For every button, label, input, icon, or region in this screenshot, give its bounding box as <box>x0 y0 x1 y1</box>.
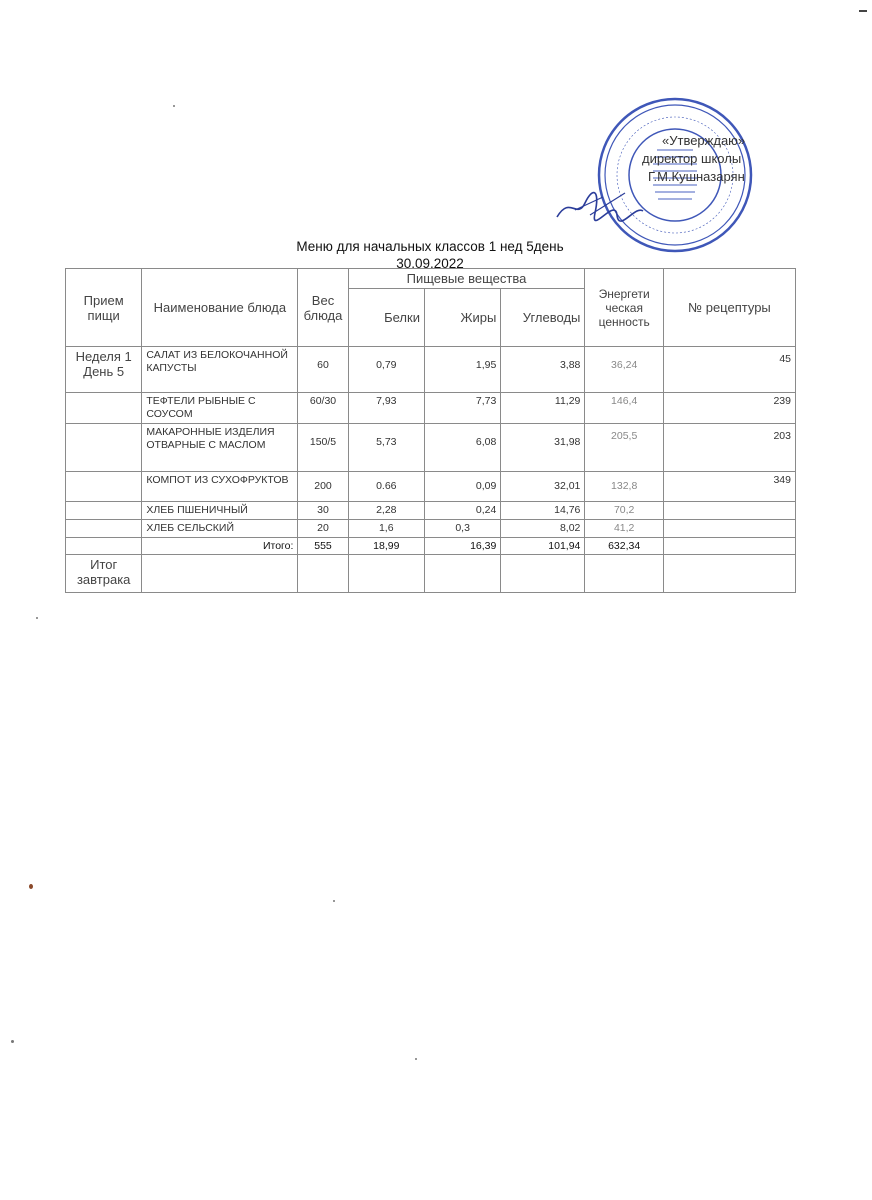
header-nutrients: Пищевые вещества <box>348 269 585 289</box>
dish-weight: 150/5 <box>298 424 348 472</box>
meal-label: Неделя 1 День 5 <box>66 347 142 393</box>
dish-fat: 7,73 <box>424 393 500 424</box>
total-recipe-empty <box>663 538 795 555</box>
dish-name: ТЕФТЕЛИ РЫБНЫЕ С СОУСОМ <box>142 393 298 424</box>
dish-energy: 41,2 <box>585 520 664 538</box>
dish-fat: 0,3 <box>424 520 500 538</box>
meal-cell-empty <box>66 424 142 472</box>
dish-name: КОМПОТ ИЗ СУХОФРУКТОВ <box>142 472 298 502</box>
dish-recipe: 45 <box>663 347 795 393</box>
menu-title <box>230 238 630 272</box>
table-row <box>66 393 796 424</box>
header-weight: Вес блюда <box>298 269 348 347</box>
dish-carbs: 11,29 <box>501 393 585 424</box>
header-carbs: Углеводы <box>501 289 585 347</box>
dish-weight: 30 <box>298 502 348 520</box>
dish-recipe: 203 <box>663 424 795 472</box>
dish-energy: 70,2 <box>585 502 664 520</box>
dish-protein: 7,93 <box>348 393 424 424</box>
dish-recipe <box>663 502 795 520</box>
total-fat: 16,39 <box>424 538 500 555</box>
dish-recipe: 239 <box>663 393 795 424</box>
total-row <box>66 538 796 555</box>
header-dish-name: Наименование блюда <box>142 269 298 347</box>
dish-protein: 0,79 <box>348 347 424 393</box>
header-energy: Энергети ческая ценность <box>585 269 664 347</box>
dish-carbs: 8,02 <box>501 520 585 538</box>
dish-protein: 2,28 <box>348 502 424 520</box>
dish-name: МАКАРОННЫЕ ИЗДЕЛИЯ ОТВАРНЫЕ С МАСЛОМ <box>142 424 298 472</box>
dish-name: ХЛЕБ ПШЕНИЧНЫЙ <box>142 502 298 520</box>
meal-cell-empty <box>66 472 142 502</box>
menu-table <box>65 268 796 593</box>
table-row <box>66 424 796 472</box>
scan-speck <box>36 617 38 619</box>
meal-cell-empty <box>66 393 142 424</box>
dish-recipe <box>663 520 795 538</box>
empty-cell <box>663 555 795 593</box>
dish-fat: 0,09 <box>424 472 500 502</box>
total-energy: 632,34 <box>585 538 664 555</box>
dish-weight: 60/30 <box>298 393 348 424</box>
scan-speck <box>333 900 335 902</box>
total-carbs: 101,94 <box>501 538 585 555</box>
meal-cell-empty <box>66 538 142 555</box>
breakfast-total-label: Итог завтрака <box>66 555 142 593</box>
empty-cell <box>585 555 664 593</box>
dish-protein: 1,6 <box>348 520 424 538</box>
scan-speck <box>173 105 175 107</box>
approval-heading: «Утверждаю» <box>662 133 746 148</box>
dish-protein: 5,73 <box>348 424 424 472</box>
dish-fat: 6,08 <box>424 424 500 472</box>
dish-energy: 36,24 <box>585 347 664 393</box>
dish-energy: 205,5 <box>585 424 664 472</box>
dish-carbs: 31,98 <box>501 424 585 472</box>
dish-carbs: 3,88 <box>501 347 585 393</box>
dish-fat: 0,24 <box>424 502 500 520</box>
empty-cell <box>424 555 500 593</box>
dish-weight: 60 <box>298 347 348 393</box>
header-meal: Прием пищи <box>66 269 142 347</box>
dish-name: САЛАТ ИЗ БЕЛОКОЧАННОЙ КАПУСТЫ <box>142 347 298 393</box>
table-row <box>66 472 796 502</box>
menu-date: 30.09.2022 <box>396 256 464 271</box>
menu-title-line: Меню для начальных классов 1 нед 5день <box>296 239 564 254</box>
table-row <box>66 347 796 393</box>
meal-cell-empty <box>66 502 142 520</box>
dish-name: ХЛЕБ СЕЛЬСКИЙ <box>142 520 298 538</box>
table-row <box>66 520 796 538</box>
dish-weight: 20 <box>298 520 348 538</box>
total-label: Итого: <box>142 538 298 555</box>
dish-carbs: 14,76 <box>501 502 585 520</box>
empty-cell <box>298 555 348 593</box>
scan-speck <box>29 884 33 889</box>
dish-carbs: 32,01 <box>501 472 585 502</box>
footer-row <box>66 555 796 593</box>
scan-speck <box>859 10 867 12</box>
empty-cell <box>501 555 585 593</box>
empty-cell <box>348 555 424 593</box>
header-fat: Жиры <box>424 289 500 347</box>
total-protein: 18,99 <box>348 538 424 555</box>
scan-speck <box>11 1040 14 1043</box>
empty-cell <box>142 555 298 593</box>
meal-cell-empty <box>66 520 142 538</box>
dish-protein: 0.66 <box>348 472 424 502</box>
table-row <box>66 502 796 520</box>
total-weight: 555 <box>298 538 348 555</box>
dish-weight: 200 <box>298 472 348 502</box>
approval-signatory: Г.М.Кушназарян <box>648 169 745 184</box>
header-protein: Белки <box>348 289 424 347</box>
dish-fat: 1,95 <box>424 347 500 393</box>
signature <box>555 185 645 225</box>
dish-recipe: 349 <box>663 472 795 502</box>
scan-speck <box>415 1058 417 1060</box>
approval-block <box>640 132 780 186</box>
dish-energy: 132,8 <box>585 472 664 502</box>
header-recipe: № рецептуры <box>663 269 795 347</box>
approval-position: директор школы <box>642 151 742 166</box>
dish-energy: 146,4 <box>585 393 664 424</box>
